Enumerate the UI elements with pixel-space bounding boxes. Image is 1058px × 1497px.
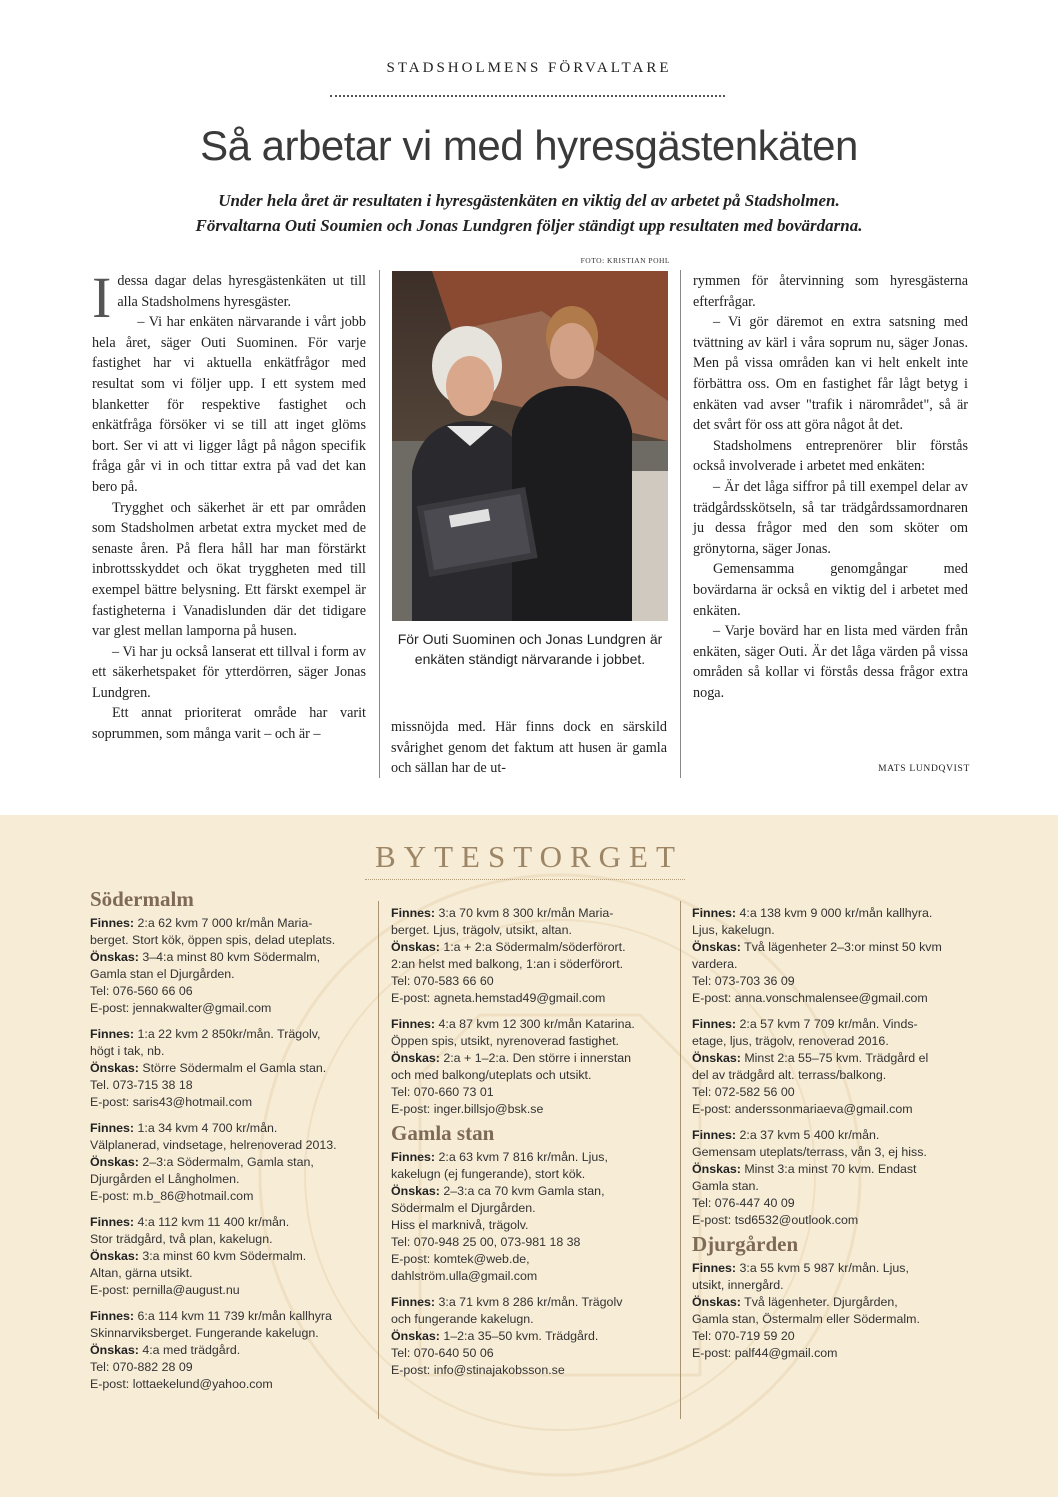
listing-group <box>391 905 676 1118</box>
listing-line: E-post: m.b_86@hotmail.com <box>90 1189 254 1203</box>
article-column-1 <box>92 265 366 745</box>
listing-entry <box>692 1016 977 1118</box>
lead-line: Under hela året är resultaten i hyresgästenkäten en viktig del av arbetet på Stadsholmen. <box>218 191 840 210</box>
listing-line: E-post: agneta.hemstad49@gmail.com <box>391 991 606 1005</box>
listing-line: E-post: lottaekelund@yahoo.com <box>90 1377 273 1391</box>
listing-line: Önskas: 2:a + 1–2:a. Den större i innerstan <box>391 1051 632 1065</box>
section-label: STADSHOLMENS FÖRVALTARE <box>386 60 672 76</box>
listing-line: berget. Ljus, trägolv, utsikt, altan. <box>391 923 572 937</box>
paragraph: Stadsholmens entreprenörer blir förstås också involverade i arbetet med enkäten: <box>693 437 968 475</box>
listing-line: berget. Stort kök, öppen spis, delad uteplats. <box>90 933 336 947</box>
listing-line: Finnes: 2:a 63 kvm 7 816 kr/mån. Ljus, <box>391 1150 608 1164</box>
listing-line: Tel: 073-703 36 09 <box>692 974 795 988</box>
listing-line: Finnes: 2:a 37 kvm 5 400 kr/mån. <box>692 1128 880 1142</box>
dotted-divider <box>330 95 725 97</box>
listing-line: Önskas: Minst 3:a minst 70 kvm. Endast <box>692 1162 917 1176</box>
listing-line: E-post: tsd6532@outlook.com <box>692 1213 859 1227</box>
paragraph: Gemensamma genomgångar med bovärdarna är också en viktig del i arbetet med enkäten. <box>693 561 968 619</box>
listing-entry <box>90 1120 375 1205</box>
listing-line: Önskas: 3:a minst 60 kvm Södermalm. <box>90 1249 307 1263</box>
listing-entry <box>391 1016 676 1118</box>
listing-line: Altan, gärna utsikt. <box>90 1266 193 1280</box>
region-heading: Gamla stan <box>391 1121 495 1145</box>
listing-line: Finnes: 2:a 62 kvm 7 000 kr/mån Maria- <box>90 916 313 930</box>
listing-entry <box>90 1308 375 1393</box>
listing-line: Tel: 070-882 28 09 <box>90 1360 193 1374</box>
listing-entry <box>692 905 977 1007</box>
listing-entry <box>391 1294 676 1379</box>
listing-line: Stor trädgård, två plan, kakelugn. <box>90 1232 273 1246</box>
listing-line: Finnes: 3:a 71 kvm 8 286 kr/mån. Trägolv <box>391 1295 623 1309</box>
listing-line: Tel: 070-583 66 60 <box>391 974 494 988</box>
listing-column-1 <box>90 887 375 1402</box>
listing-line: Finnes: 3:a 70 kvm 8 300 kr/mån Maria- <box>391 906 614 920</box>
listing-line: E-post: anderssonmariaeva@gmail.com <box>692 1102 913 1116</box>
region-heading: Södermalm <box>90 887 194 911</box>
headline: Så arbetar vi med hyresgästenkäten <box>200 122 858 169</box>
listing-entry <box>391 1149 676 1285</box>
listing-line: Tel: 070-948 25 00, 073-981 18 38 <box>391 1235 581 1249</box>
bytestorget-section <box>0 815 1058 1497</box>
listing-column-3 <box>692 905 977 1371</box>
column-rule <box>680 270 681 778</box>
listing-entry <box>90 915 375 1017</box>
paragraph: Ett annat prioriterat område har varit soprummen, som många varit – och är – <box>92 705 366 743</box>
photo-illustration <box>392 271 668 621</box>
photo-credit: FOTO: KRISTIAN POHL <box>580 256 670 265</box>
paragraph: – Vi har ju också lanserat ett tillval i form av ett säkerhetspaket för ytterdörren, säger Jonas Lundgren. <box>92 643 366 701</box>
listing-line: Gamla stan, Östermalm eller Södermalm. <box>692 1312 920 1326</box>
region-heading: Djurgården <box>692 1232 799 1256</box>
listing-line: E-post: anna.vonschmalensee@gmail.com <box>692 991 928 1005</box>
listing-line: del av trädgård alt. terrass/balkong. <box>692 1068 887 1082</box>
listing-entry <box>90 1214 375 1299</box>
listing-line: E-post: saris43@hotmail.com <box>90 1095 253 1109</box>
listing-line: Finnes: 4:a 112 kvm 11 400 kr/mån. <box>90 1215 290 1229</box>
dotted-divider <box>365 879 685 880</box>
paragraph: – Vi har enkäten närvarande i vårt jobb hela året, säger Outi Suominen. För varje fastighet har vi aktuella enkätfrågor med resultat som vi följer upp. I ett system med blanketter för respektive fastighet och enkätfråga försöker vi se till att inget glöms bort. Ser vi att vi ligger lågt på någon specifik fråga går vi in och tittar extra på vad det kan bero på. <box>92 314 366 495</box>
listing-line: Tel: 070-640 50 06 <box>391 1346 494 1360</box>
lead-paragraph <box>100 188 958 238</box>
paragraph: – Är det låga siffror på till exempel delar av trädgårdsskötseln, så tar trädgårdssamordnaren ju dessa frågor med den som sköter om grönytorna, säger Jonas. <box>693 478 968 557</box>
listing-line: E-post: inger.billsjo@bsk.se <box>391 1102 544 1116</box>
listing-line: E-post: jennakwalter@gmail.com <box>90 1001 272 1015</box>
drop-cap: I <box>92 265 112 330</box>
listing-line: Önskas: 2–3:a ca 70 kvm Gamla stan, <box>391 1184 605 1198</box>
listing-line: etage, ljus, trägolv, renoverad 2016. <box>692 1034 889 1048</box>
listing-line: Ljus, kakelugn. <box>692 923 775 937</box>
listing-line: Djurgården el Långholmen. <box>90 1172 240 1186</box>
listing-group <box>692 905 977 1229</box>
listing-group <box>90 915 375 1393</box>
bytestorget-title: BYTESTORGET <box>375 839 683 874</box>
listing-entry <box>90 1026 375 1111</box>
listing-line: Finnes: 6:a 114 kvm 11 739 kr/mån kallhyra <box>90 1309 332 1323</box>
article-column-2 <box>391 717 667 779</box>
listing-line: Önskas: 1:a + 2:a Södermalm/söderförort. <box>391 940 626 954</box>
listing-line: Södermalm el Djurgården. <box>391 1201 536 1215</box>
listing-entry <box>692 1127 977 1229</box>
listing-line: Gamla stan el Djurgården. <box>90 967 235 981</box>
listing-line: och fungerande kakelugn. <box>391 1312 534 1326</box>
listing-line: högt i tak, nb. <box>90 1044 165 1058</box>
lead-line: Förvaltarna Outi Soumien och Jonas Lundgren följer ständigt upp resultaten med bovärdarna. <box>195 216 863 235</box>
listing-line: Tel: 076-560 66 06 <box>90 984 193 998</box>
listing-line: Tel: 070-719 59 20 <box>692 1329 795 1343</box>
listing-line: Gamla stan. <box>692 1179 759 1193</box>
listing-line: Önskas: Minst 2:a 55–75 kvm. Trädgård el <box>692 1051 929 1065</box>
column-rule <box>680 901 681 1419</box>
listing-line: Öppen spis, utsikt, nyrenoverad fastighet. <box>391 1034 619 1048</box>
listing-entry <box>692 1260 977 1362</box>
listing-line: Tel. 073-715 38 18 <box>90 1078 193 1092</box>
listing-line: 2:an helst med balkong, 1:an i söderförort. <box>391 957 624 971</box>
listing-group <box>692 1260 977 1362</box>
listing-line: och med balkong/uteplats och utsikt. <box>391 1068 592 1082</box>
listing-line: Finnes: 4:a 138 kvm 9 000 kr/mån kallhyra. <box>692 906 933 920</box>
listing-line: vardera. <box>692 957 738 971</box>
listing-line: utsikt, innergård. <box>692 1278 784 1292</box>
column-rule <box>379 270 380 778</box>
byline: MATS LUNDQVIST <box>878 764 970 774</box>
listing-line: Finnes: 1:a 34 kvm 4 700 kr/mån. <box>90 1121 278 1135</box>
listing-line: Finnes: 1:a 22 kvm 2 850kr/mån. Trägolv, <box>90 1027 321 1041</box>
paragraph: – Varje bovärd har en lista med värden från enkäten, säger Outi. Är det låga värden på vissa områden så kollar vi förstås dessa frågor extra noga. <box>693 623 968 701</box>
listing-line: Hiss el marknivå, trägolv. <box>391 1218 529 1232</box>
listing-line: Önskas: 3–4:a minst 80 kvm Södermalm, <box>90 950 321 964</box>
photo-portrait <box>392 271 668 621</box>
paragraph: missnöjda med. Här finns dock en särskild svårighet genom det faktum att husen är gamla och sällan har de ut- <box>391 719 667 777</box>
listing-line: Tel: 070-660 73 01 <box>391 1085 494 1099</box>
listing-line: E-post: komtek@web.de, <box>391 1252 530 1266</box>
listing-line: Finnes: 2:a 57 kvm 7 709 kr/mån. Vinds- <box>692 1017 918 1031</box>
listing-line: Önskas: 4:a med trädgård. <box>90 1343 241 1357</box>
listing-line: kakelugn (ej fungerande), stort kök. <box>391 1167 586 1181</box>
listing-line: E-post: pernilla@august.nu <box>90 1283 240 1297</box>
paragraph: dessa dagar delas hyresgästenkäten ut till alla Stadsholmens hyresgäster. <box>117 273 366 310</box>
listing-line: Finnes: 4:a 87 kvm 12 300 kr/mån Katarina. <box>391 1017 635 1031</box>
listing-line: Önskas: Två lägenheter 2–3:or minst 50 kvm <box>692 940 942 954</box>
listing-group <box>391 1149 676 1379</box>
listing-line: Önskas: Större Södermalm el Gamla stan. <box>90 1061 327 1075</box>
listing-entry <box>391 905 676 1007</box>
listing-line: Välplanerad, vindsetage, helrenoverad 2013. <box>90 1138 337 1152</box>
listing-column-2 <box>391 905 676 1388</box>
listing-line: Önskas: 1–2:a 35–50 kvm. Trädgård. <box>391 1329 599 1343</box>
listing-line: E-post: palf44@gmail.com <box>692 1346 838 1360</box>
listing-line: E-post: info@stinajakobsson.se <box>391 1363 565 1377</box>
column-rule <box>378 901 379 1419</box>
article-column-3 <box>693 271 968 703</box>
listing-line: Tel: 076-447 40 09 <box>692 1196 795 1210</box>
listing-line: Finnes: 3:a 55 kvm 5 987 kr/mån. Ljus, <box>692 1261 909 1275</box>
listing-line: dahlström.ulla@gmail.com <box>391 1269 538 1283</box>
paragraph: – Vi gör däremot en extra satsning med tvättning av kärl i våra soprum nu, säger Jonas. Men på vissa områden kan vi helt enkelt inte förbättra oss. Om en fastighet får lågt betyg i enkäten vad avser "trafik i närområdet", så är det svårt för oss att göra något åt det. <box>693 314 968 434</box>
paragraph: rymmen för återvinning som hyresgästerna efterfrågar. <box>693 273 968 310</box>
listing-line: Önskas: 2–3:a Södermalm, Gamla stan, <box>90 1155 314 1169</box>
listing-line: Skinnarviksberget. Fungerande kakelugn. <box>90 1326 319 1340</box>
photo-caption: För Outi Suominen och Jonas Lundgren är enkäten ständigt närvarande i jobbet. <box>397 631 663 667</box>
listing-line: Gemensam uteplats/terrass, vån 3, ej hiss. <box>692 1145 927 1159</box>
listing-line: Tel: 072-582 56 00 <box>692 1085 795 1099</box>
paragraph: Trygghet och säkerhet är ett par områden som Stadsholmen arbetat extra mycket med de senaste åren. På flera håll har man förstärkt inbrottsskyddet och ökat tryggheten med till exempel bättre belysning. Ett färskt exempel är fastigheterna i Vanadislunden där det tidigare var glest mellan lamporna på husen. <box>92 499 366 640</box>
listing-line: Önskas: Två lägenheter. Djurgården, <box>692 1295 898 1309</box>
